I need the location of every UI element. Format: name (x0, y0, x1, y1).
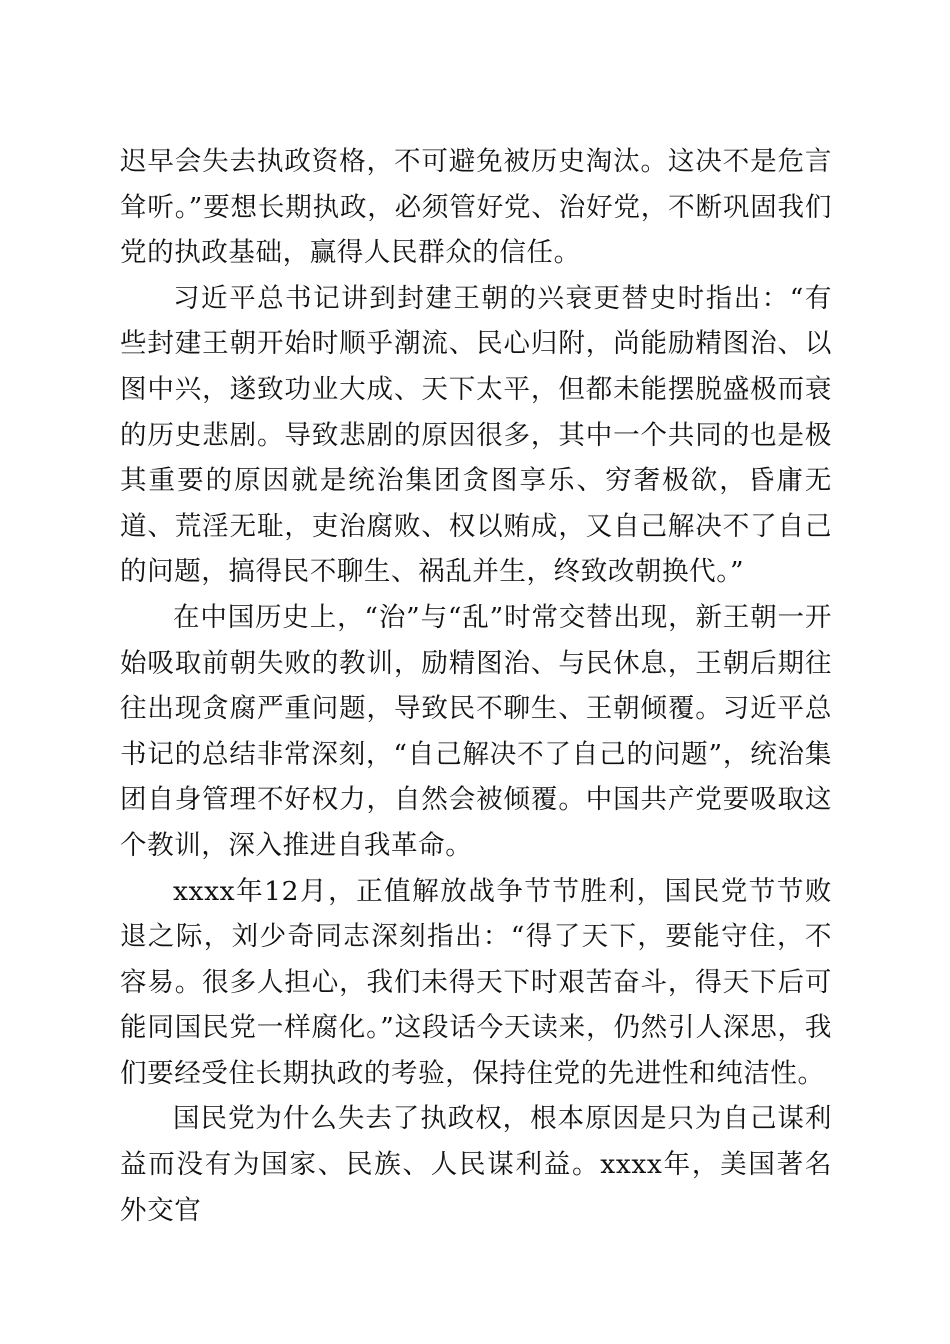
paragraph-continuation: 迟早会失去执政资格，不可避免被历史淘汰。这决不是危言耸听。”要想长期执政，必须管好党、治好党，不断巩固我们党的执政基础，赢得人民群众的信任。 (120, 146, 832, 269)
paragraph-kuomintang: 国民党为什么失去了执政权，根本原因是只为自己谋利益而没有为国家、民族、人民谋利益。xxxx年，美国著名外交官 (120, 1103, 832, 1226)
paragraph-feudal-dynasties: 习近平总书记讲到封建王朝的兴衰更替史时指出：“有些封建王朝开始时顺乎潮流、民心归附，尚能励精图治、以图中兴，遂致功业大成、天下太平，但都未能摆脱盛极而衰的历史悲剧。导致悲剧的原因很多，其中一个共同的也是极其重要的原因就是统治集团贪图享乐、穷奢极欲，昏庸无道、荒淫无耻，吏治腐败、权以贿成，又自己解决不了自己的问题，搞得民不聊生、祸乱并生，终致改朝换代。” (120, 282, 832, 588)
document-body (120, 139, 832, 1233)
paragraph-governance-cycle: 在中国历史上，“治”与“乱”时常交替出现，新王朝一开始吸取前朝失败的教训，励精图治、与民休息，王朝后期往往出现贪腐严重问题，导致民不聊生、王朝倾覆。习近平总书记的总结非常深刻，“自己解决不了自己的问题”，统治集团自身管理不好权力，自然会被倾覆。中国共产党要吸取这个教训，深入推进自我革命。 (120, 601, 832, 861)
paragraph-liu-shaoqi: xxxx年12月，正值解放战争节节胜利，国民党节节败退之际，刘少奇同志深刻指出：“得了天下，要能守住，不容易。很多人担心，我们未得天下时艰苦奋斗，得天下后可能同国民党一样腐化。”这段话今天读来，仍然引人深思，我们要经受住长期执政的考验，保持住党的先进性和纯洁性。 (120, 875, 832, 1089)
